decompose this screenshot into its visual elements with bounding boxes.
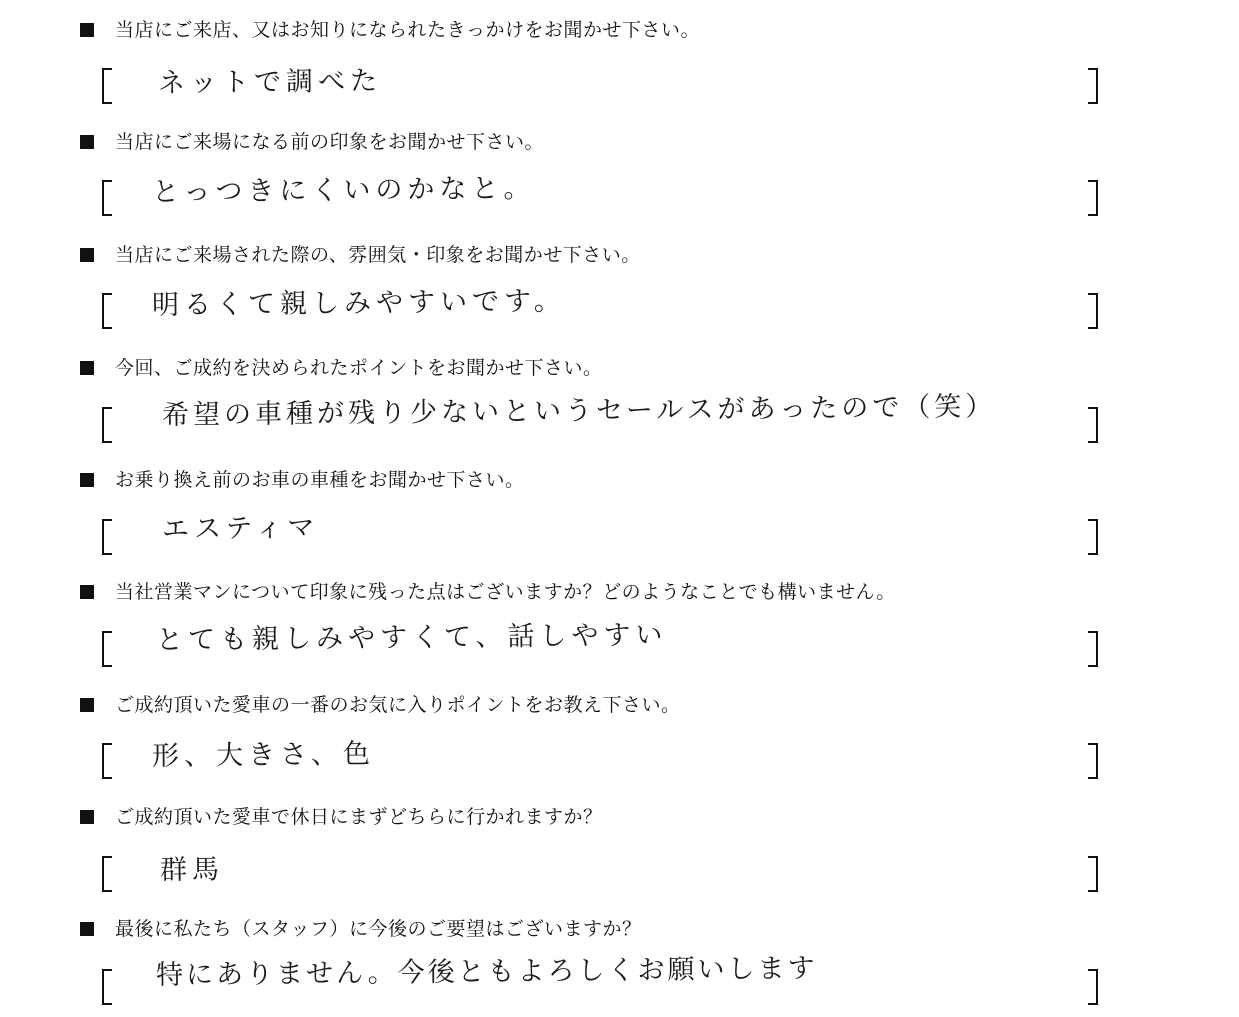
question-7-answer: 形、大きさ、色 (151, 738, 376, 772)
answer-bracket-left (102, 293, 112, 329)
answer-bracket-left (102, 68, 112, 104)
answer-bracket-left (102, 856, 112, 892)
answer-bracket-right (1088, 969, 1098, 1005)
answer-bracket-right (1088, 856, 1098, 892)
answer-bracket-right (1088, 293, 1098, 329)
question-5-label: お乗り換え前のお車の車種をお聞かせ下さい。 (80, 469, 525, 491)
question-6-label: 当社営業マンについて印象に残った点はございますか？どのようなことでも構いません。 (80, 581, 896, 603)
square-bullet-icon (80, 473, 94, 487)
answer-bracket-left (102, 407, 112, 443)
square-bullet-icon (80, 135, 94, 149)
question-3-answer: 明るくて親しみやすいです。 (151, 285, 566, 321)
answer-bracket-right (1088, 68, 1098, 104)
square-bullet-icon (80, 361, 94, 375)
square-bullet-icon (80, 810, 94, 824)
answer-bracket-right (1088, 407, 1098, 443)
square-bullet-icon (80, 922, 94, 936)
answer-bracket-right (1088, 743, 1098, 779)
question-2-label: 当店にご来場になる前の印象をお聞かせ下さい。 (80, 131, 544, 153)
question-2-answer: とっつきにくいのかなと。 (151, 172, 536, 208)
question-9-answer: 特にありません。今後ともよろしくお願いします (155, 953, 818, 991)
answer-bracket-right (1088, 519, 1098, 555)
square-bullet-icon (80, 585, 94, 599)
answer-bracket-left (102, 743, 112, 779)
question-1-label: 当店にご来店、又はお知りになられたきっかけをお聞かせ下さい。 (80, 19, 700, 41)
answer-bracket-right (1088, 180, 1098, 216)
question-8-label: ご成約頂いた愛車で休日にまずどちらに行かれますか？ (80, 806, 603, 828)
square-bullet-icon (80, 23, 94, 37)
question-7-label: ご成約頂いた愛車の一番のお気に入りポイントをお教え下さい。 (80, 694, 681, 716)
answer-bracket-right (1088, 631, 1098, 667)
question-1-answer: ネットで調べた (157, 65, 383, 99)
question-8-answer: 群馬 (159, 854, 225, 886)
question-9-label: 最後に私たち（スタッフ）に今後のご要望はございますか？ (80, 918, 642, 940)
question-6-answer: とても親しみやすくて、話しやすい (155, 619, 668, 656)
answer-bracket-left (102, 631, 112, 667)
question-3-label: 当店にご来場された際の、雰囲気・印象をお聞かせ下さい。 (80, 244, 641, 266)
answer-bracket-left (102, 969, 112, 1005)
question-4-answer: 希望の車種が残り少ないというセールスがあったので（笑） (161, 391, 997, 431)
question-5-answer: エスティマ (161, 512, 320, 545)
answer-bracket-left (102, 519, 112, 555)
question-4-label: 今回、ご成約を決められたポイントをお聞かせ下さい。 (80, 357, 603, 379)
square-bullet-icon (80, 248, 94, 262)
square-bullet-icon (80, 698, 94, 712)
answer-bracket-left (102, 180, 112, 216)
